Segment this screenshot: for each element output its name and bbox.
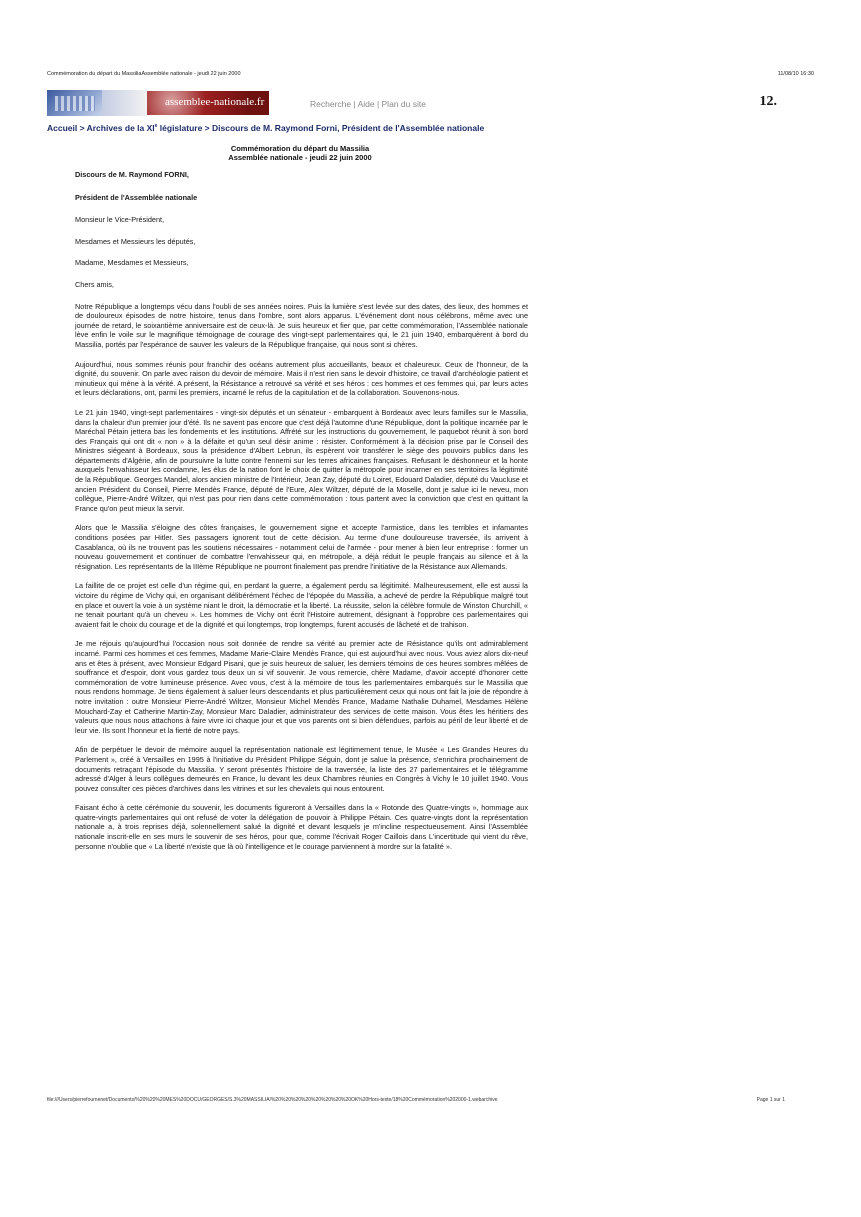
speech-content bbox=[75, 170, 528, 861]
speech-paragraph: Notre République a longtemps vécu dans l'oubli de ses années noires. Puis la lumière s'est levée sur des dates, des lieux, des hommes et de douloureux épisodes de notre histoire, tenus dans l'ombre, sont alors apparus. L'événement dont nous célébrons, même avec une journée de retard, le soixantième anniversaire est de ceux-là. Je suis heureux et fier que, par cette commémoration, l'Assemblée nationale lève enfin le voile sur le magnifique témoignage de courage des vingt-sept parlementaires qui, le 21 juin 1940, embarquèrent à bord du Massilia, portés par l'espérance de sauver les valeurs de la République française, qui nous sont si chères. bbox=[75, 301, 528, 349]
print-footer bbox=[47, 1097, 785, 1103]
breadcrumb-part2[interactable]: législature > Discours de M. Raymond Forni, Président de l'Assemblée nationale bbox=[157, 123, 485, 133]
speech-paragraph: Alors que le Massilia s'éloigne des côtes françaises, le gouvernement signe et accepte l'armistice, dans les terribles et infamantes conditions posées par Hitler. Ses passagers ignorent tout de cette décision. Au terme d'une douloureuse traversée, ils arrivent à Casablanca, où ils ne trouvent pas les soutiens nécessaires - notamment celui de l'armée - pour mener à bien leur entreprise : former un nouveau gouvernement et continuer de combattre l'envahisseur qui, en métropole, a déjà réduit le peuple français au silence et à la résignation. Les représentants de la IIIème République ne pourront finalement pas prendre l'initiative de la Résistance aux Allemands. bbox=[75, 523, 528, 571]
document-title-line1: Commémoration du départ du Massilia bbox=[230, 144, 370, 153]
handwritten-page-number: 12. bbox=[759, 94, 777, 109]
salutation: Chers amis, bbox=[75, 279, 114, 289]
assembly-columns-logo-icon[interactable] bbox=[47, 90, 102, 116]
site-header bbox=[47, 90, 807, 116]
top-nav-links[interactable]: Recherche | Aide | Plan du site bbox=[310, 99, 426, 109]
salutation: Madame, Mesdames et Messieurs, bbox=[75, 258, 189, 268]
print-header-title: Commémoration du départ du MassiliaAssemblée nationale - jeudi 22 juin 2000 bbox=[47, 71, 241, 77]
speech-paragraph: Afin de perpétuer le devoir de mémoire auquel la représentation nationale est légitimement tenue, le Musée « Les Grandes Heures du Parlement », créé à Versailles en 1995 à l'initiative du Président Philippe Séguin, dont je salue la présence, s'enrichira prochainement de documents retraçant l'épisode du Massilia. Y seront présentés l'histoire de la traversée, la liste des 27 parlementaires et le télégramme adressé d'Alger à leurs collègues demeurés en France, lu devant les deux Chambres réunies en Congrès à Vichy le 10 juillet 1940. Vous pouvez consulter ces pièces d'archives dans les vitrines et sur les chevalets qui nous entourent. bbox=[75, 745, 528, 793]
salutation: Monsieur le Vice-Président, bbox=[75, 215, 165, 225]
site-logo[interactable] bbox=[147, 91, 269, 115]
breadcrumb[interactable] bbox=[47, 123, 484, 133]
speech-paragraph: Le 21 juin 1940, vingt-sept parlementaires - vingt-six députés et un sénateur - embarquent à Bordeaux avec leurs familles sur le Massilia, dans la chaleur d'un premier jour d'été. Ils ne savent pas encore que c'est déjà l'automne d'une République, dont la politique incarnée par le Maréchal Pétain jettera bas les fondements et les institutions. Affrété sur les instructions du gouvernement, le paquebot réunit à son bord des Français qui ont dit « non » à la défaite et qu'un seul désir anime : résister. Conformément à la décision prise par le Conseil des Ministres siégeant à Bordeaux, sous la présidence d'Albert Lebrun, ils espèrent voir transférer le siège des pouvoirs publics dans les départements d'Algérie, afin de poursuivre la lutte contre l'ennemi sur les terres africaines françaises. Refusant le déshonneur et la honte auxquels l'envahisseur les condamne, les élus de la nation font le choix de quitter la métropole pour incarner en ses territoires la légitimité de la République. Georges Mandel, alors ancien ministre de l'Intérieur, Jean Zay, député du Loiret, Edouard Daladier, député du Vaucluse et ancien Président du Conseil, Pierre Mendès France, député de l'Eure, Alex Wiltzer, député de la Moselle, dont je salue ici le neveu, mon collègue, Pierre-André Wiltzer, qui n'est pas pour rien dans cette commémoration : tous partent avec la conviction que c'est en quittant la France qu'on peut mieux la servir. bbox=[75, 407, 528, 513]
page-count: Page 1 sur 1 bbox=[756, 1097, 785, 1103]
breadcrumb-sup: e bbox=[154, 123, 158, 130]
speech-paragraph: La faillite de ce projet est celle d'un régime qui, en perdant la guerre, a également perdu sa légitimité. Malheureusement, elle est aussi la victoire du régime de Vichy qui, en organisant délibérément l'échec de l'épopée du Massilia, a achevé de perdre la République malgré tout en place et ouvert la voie à un système niant le droit, la démocratie et la liberté. La réussite, selon la célèbre formule de Winston Churchill, « ne tenait pourtant qu'à un cheveu ». Les hommes de Vichy ont écrit l'Histoire autrement, désignant à l'opprobre ces parlementaires qui avaient fait le choix du courage et de la dignité et qui longtemps, trop longtemps, furent accusés de lâcheté et de trahison. bbox=[75, 581, 528, 629]
logo-fade bbox=[102, 90, 147, 116]
breadcrumb-part1[interactable]: Accueil > Archives de la XI bbox=[47, 123, 155, 133]
speech-paragraph: Faisant écho à cette cérémonie du souvenir, les documents figureront à Versailles dans la « Rotonde des Quatre-vingts », hommage aux quatre-vingts parlementaires qui ont refusé de voter la délégation de pouvoir à Philippe Pétain. Ces quatre-vingts dont la représentation nationale a, à trois reprises déjà, solennellement salué la dignité et devant lesquels je m'incline respectueusement. Ainsi l'Assemblée nationale inscrit-elle en ses murs le souvenir de ses héros, pour que, comme l'écrivait Roger Caillois dans L'incertitude qui vient du rêve, personne n'oublie que « La liberté n'existe que là où l'intelligence et le courage parviennent à mordre sur la fatalité ». bbox=[75, 803, 528, 851]
document-title bbox=[0, 144, 600, 162]
document-title-line2: Assemblée nationale - jeudi 22 juin 2000 bbox=[228, 153, 372, 162]
site-logo-text: assemblee-nationale.fr bbox=[165, 96, 265, 108]
file-path: file:///Users/pierrefournenet/Documents/%20%20%20MES%20DOCU/GEORGES/S.3%20MASSILIA/%20%20%20%20%20%20%20%20OK%20Hors-texte/18%20Commémoration%202000-1.webarchive bbox=[47, 1097, 498, 1103]
speaker-role: Président de l'Assemblée nationale bbox=[75, 192, 198, 202]
salutation: Mesdames et Messieurs les députés, bbox=[75, 236, 196, 246]
speaker-name: Discours de M. Raymond FORNI, bbox=[75, 170, 189, 179]
print-header-datetime: 11/08/10 16:30 bbox=[777, 71, 814, 77]
speech-paragraph: Aujourd'hui, nous sommes réunis pour franchir des océans autrement plus accueillants, beaux et chaleureux. Ceux de l'honneur, de la dignité, du souvenir. On parle avec raison du devoir de mémoire. Mais il n'est rien sans le devoir d'histoire, ce travail d'archéologie patient et minutieux qui mène à la vérité. A présent, la Résistance a retrouvé sa vérité et ses héros : ces hommes et ces femmes qui, par leurs actes et leurs déclarations, ont, parmi les premiers, incarné le refus de la capitulation et de la collaboration. Souvenons-nous. bbox=[75, 359, 528, 398]
speech-paragraph: Je me réjouis qu'aujourd'hui l'occasion nous soit donnée de rendre sa vérité au premier acte de Résistance qu'ils ont admirablement incarné. Parmi ces hommes et ces femmes, Madame Marie-Claire Mendès France, qui est aujourd'hui avec nous. Vous aviez alors dix-neuf ans et êtes à présent, avec Monsieur Edgard Pisani, que je suis heureux de saluer, les derniers témoins de ces heures sombres mêlées de souffrance et d'espoir, dont vous gardez tous deux un si vif souvenir. Je vous remercie, chère Madame, d'avoir accepté d'honorer cette commémoration de votre lumineuse présence. Avec vous, c'est à la mémoire de tous les parlementaires embarqués sur le Massilia que nous rendons hommage. Je tiens également à saluer leurs descendants et plus particulièrement ceux qui nous ont fait la joie de répondre à notre invitation : outre Monsieur Pierre-André Wiltzer, Monsieur Michel Mendès France, Madame Nathalie Duhamel, Mesdames Hélène Mouchard-Zay et Catherine Martin-Zay, Monsieur Marc Daladier, administrateur des services de cette maison. Vous êtes les héritiers des valeurs que nous nous attachons à faire vivre ici chaque jour et que vos parents ont si bien défendues, parfois au péril de leur liberté et de leur vie. Ils sont l'honneur et la fierté de notre pays. bbox=[75, 639, 528, 735]
